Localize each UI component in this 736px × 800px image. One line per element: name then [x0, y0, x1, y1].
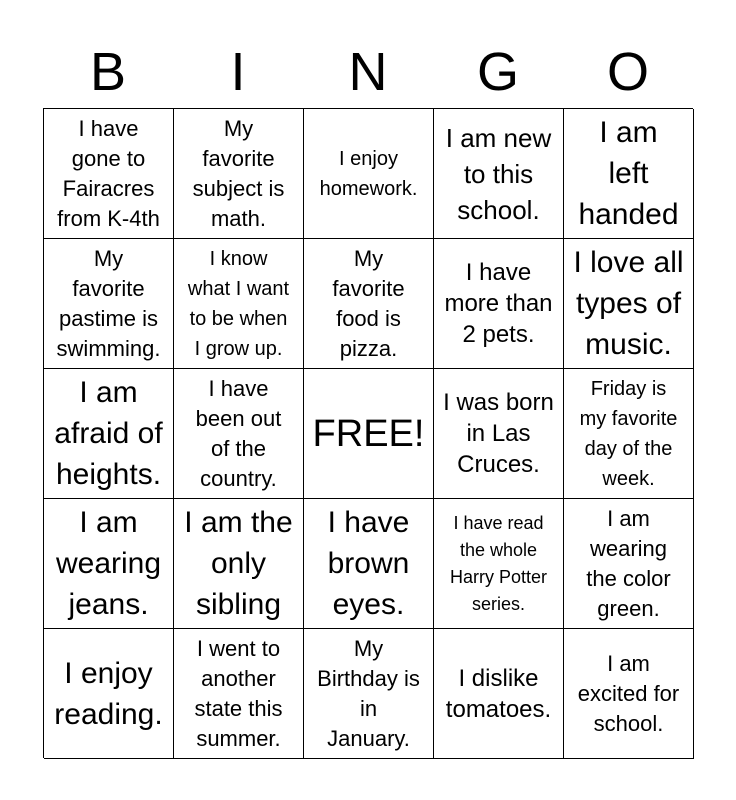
cell-text: Friday is my favorite day of the week. — [579, 377, 678, 490]
bingo-cell-r5c4[interactable] — [434, 629, 564, 759]
bingo-cell-free[interactable] — [304, 369, 434, 499]
bingo-cell-r3c4[interactable] — [434, 369, 564, 499]
cell-text: I am wearing jeans. — [55, 506, 162, 621]
bingo-cell-r2c5[interactable] — [564, 239, 694, 369]
cell-text: My favorite subject is math. — [192, 115, 285, 231]
cell-text: I love all types of music. — [573, 246, 684, 361]
bingo-cell-r5c1[interactable] — [44, 629, 174, 759]
bingo-cell-r2c4[interactable] — [434, 239, 564, 369]
bingo-cell-r2c1[interactable] — [44, 239, 174, 369]
header-letter-i: I — [230, 42, 246, 102]
bingo-grid — [43, 108, 693, 758]
cell-text: I have gone to Fairacres from K-4th — [57, 115, 160, 231]
bingo-cell-r1c3[interactable] — [304, 109, 434, 239]
cell-text: I went to another state this summer. — [194, 635, 283, 751]
cell-text: My favorite food is pizza. — [332, 245, 405, 361]
bingo-cell-r4c4[interactable] — [434, 499, 564, 629]
bingo-cell-r4c2[interactable] — [174, 499, 304, 629]
cell-text: My favorite pastime is swimming. — [56, 245, 161, 361]
bingo-cell-r1c2[interactable] — [174, 109, 304, 239]
cell-text: I have been out of the country. — [195, 375, 282, 491]
header-letter-n: N — [348, 42, 388, 102]
cell-text: I was born in Las Cruces. — [443, 389, 554, 478]
header-letter-b: B — [89, 42, 127, 102]
free-space-text: FREE! — [312, 412, 425, 455]
cell-text: I have brown eyes. — [327, 506, 410, 621]
bingo-cell-r2c2[interactable] — [174, 239, 304, 369]
cell-text: My Birthday is in January. — [317, 635, 420, 751]
bingo-cell-r4c1[interactable] — [44, 499, 174, 629]
cell-text: I know what I want to be when I grow up. — [187, 247, 290, 360]
bingo-cell-r5c2[interactable] — [174, 629, 304, 759]
cell-text: I am the only sibling — [184, 506, 293, 621]
bingo-header — [43, 36, 693, 108]
bingo-cell-r5c3[interactable] — [304, 629, 434, 759]
cell-text: I enjoy reading. — [54, 656, 163, 731]
cell-text: I am left handed — [578, 116, 679, 231]
header-letter-o: O — [606, 42, 649, 102]
cell-text: I am new to this school. — [445, 122, 552, 225]
bingo-cell-r1c5[interactable] — [564, 109, 694, 239]
bingo-cell-r4c3[interactable] — [304, 499, 434, 629]
bingo-cell-r2c3[interactable] — [304, 239, 434, 369]
bingo-cell-r1c4[interactable] — [434, 109, 564, 239]
cell-text: I am afraid of heights. — [54, 376, 163, 491]
bingo-cell-r3c1[interactable] — [44, 369, 174, 499]
bingo-cell-r5c5[interactable] — [564, 629, 694, 759]
header-letter-g: G — [476, 42, 519, 102]
cell-text: I am excited for school. — [577, 650, 680, 736]
bingo-cell-r3c2[interactable] — [174, 369, 304, 499]
cell-text: I have more than 2 pets. — [444, 259, 553, 348]
cell-text: I am wearing the color green. — [586, 505, 671, 621]
bingo-cell-r3c5[interactable] — [564, 369, 694, 499]
bingo-cell-r4c5[interactable] — [564, 499, 694, 629]
cell-text: I enjoy homework. — [319, 147, 418, 200]
cell-text: I dislike tomatoes. — [445, 664, 552, 723]
cell-text: I have read the whole Harry Potter series. — [449, 512, 548, 614]
bingo-cell-r1c1[interactable] — [44, 109, 174, 239]
